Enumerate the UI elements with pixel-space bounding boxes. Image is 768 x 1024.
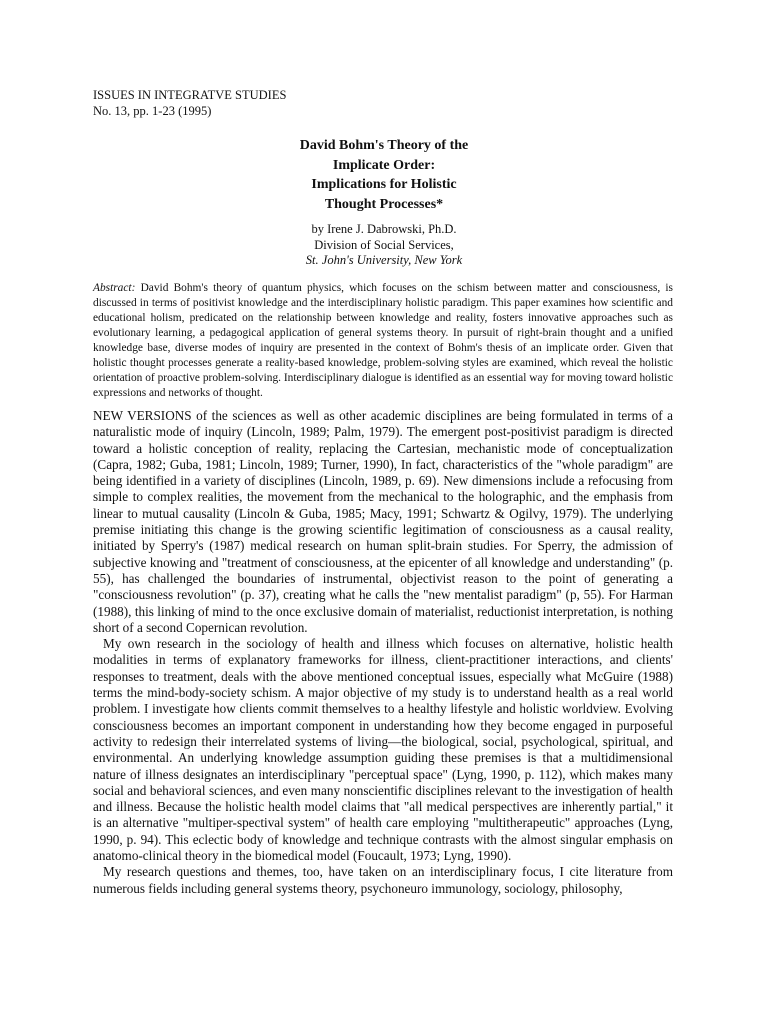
body-paragraph-2: My own research in the sociology of health and illness which focuses on alternative, holistic health modalities in terms of explanatory frameworks for illness, client-practitioner interactions, and clients' responses to treatment, deals with the above mentioned conceptual issues, especially what McGuire (1988) terms the mind-body-society schism. A major objective of my study is to understand health as a real world problem. I investigate how clients commit themselves to a healthy lifestyle and holistic worldview. Evolving consciousness becomes an important component in understanding how they become engaged in purposeful activity to redesign their interrelated systems of living—the biological, social, psychological, spiritual, and environmental. An underlying knowledge assumption guiding these premises is that a multidimensional nature of illness designates an interdisciplinary "perceptual space" (Lyng, 1990, p. 112), which makes many social and behavioral sciences, and even many nonscientific disciplines relevant to the investigation of health and illness. Because the holistic health model claims that "all medical perspectives are inherently partial," it is an alternative "multiper-spectival system" of health care employing "multitherapeutic" approaches (Lyng, 1990, p. 94). This eclectic body of knowledge and technique contrasts with the almost singular emphasis on anatomo-clinical theory in the biomedical model (Foucault, 1973; Lyng, 1990). xyxy=(93,636,673,864)
author-byline: by Irene J. Dabrowski, Ph.D. xyxy=(311,222,457,236)
abstract-text: David Bohm's theory of quantum physics, which focuses on the schism between matter and consciousness, is discussed in terms of positivist knowledge and the interdisciplinary holistic paradigm. This paper examines how scientific and educational holism, predicated on the relationship between knowledge and reality, fosters innovative approaches such as evolutionary learning, a pedagogical application of general systems theory. In pursuit of right-brain thought and a unified knowledge base, diverse modes of inquiry are presented in the context of Bohm's thesis of an implicate order. Given that holistic thought processes generate a reality-based knowledge, problem-solving styles are examined, which reveal the holistic orientation of proactive problem-solving. Interdisciplinary dialogue is identified as an essential way for moving toward holistic expressions and networks of thought. xyxy=(93,282,673,399)
author-division: Division of Social Services, xyxy=(314,237,454,252)
journal-issue: No. 13, pp. 1-23 (1995) xyxy=(93,104,212,118)
title-line-2: Implicate Order: xyxy=(332,157,436,173)
body-paragraph-3: My research questions and themes, too, have taken on an interdisciplinary focus, I cite literature from numerous fields including general systems theory, psychoneuro immunology, sociology, philosophy, xyxy=(93,864,673,896)
paper-title xyxy=(0,136,768,214)
title-line-1: David Bohm's Theory of the xyxy=(299,138,469,153)
abstract-label: Abstract: xyxy=(93,282,136,294)
body-paragraph-1: NEW VERSIONS of the sciences as well as other academic disciplines are being formulated in terms of a naturalistic mode of inquiry (Lincoln, 1989; Palm, 1979). The emergent post-positivist paradigm is directed toward a holistic conception of reality, replacing the Cartesian, mechanistic mode of conceptualization (Capra, 1982; Guba, 1981; Lincoln, 1989; Turner, 1990), In fact, characteristics of the "whole paradigm" are being identified in a variety of disciplines (Lincoln, 1989, p. 69). New dimensions include a refocusing from simple to complex realities, the movement from the mechanical to the holographic, and the emphasis from linear to mutual causality (Lincoln & Guba, 1985; Macy, 1991; Schwartz & Ogilvy, 1979). The underlying premise initiating this change is the growing scientific legitimation of consciousness as a causal reality, initiated by Sperry's (1987) medical research on human split-brain studies. For Sperry, the admission of subjective knowing and "treatment of consciousness, at the epicenter of all knowledge and understanding" (p. 55), has challenged the boundaries of instrumental, objectivist reason to the point of generating a "consciousness revolution" (p. 37), creating what he calls the "new mentalist paradigm" (p, 55). For Harman (1988), this linking of mind to the once exclusive domain of materialist, reductionist interpretation, is nothing short of a second Copernican revolution. xyxy=(93,408,673,635)
journal-header xyxy=(93,87,286,119)
author-block xyxy=(0,222,768,269)
title-line-4: Thought Processes* xyxy=(324,196,444,212)
abstract xyxy=(93,281,673,401)
author-university: St. John's University, New York xyxy=(305,253,463,267)
body-text xyxy=(93,408,673,897)
title-line-3: Implications for Holistic xyxy=(311,177,457,192)
journal-name: ISSUES IN INTEGRATVE STUDIES xyxy=(93,88,287,102)
